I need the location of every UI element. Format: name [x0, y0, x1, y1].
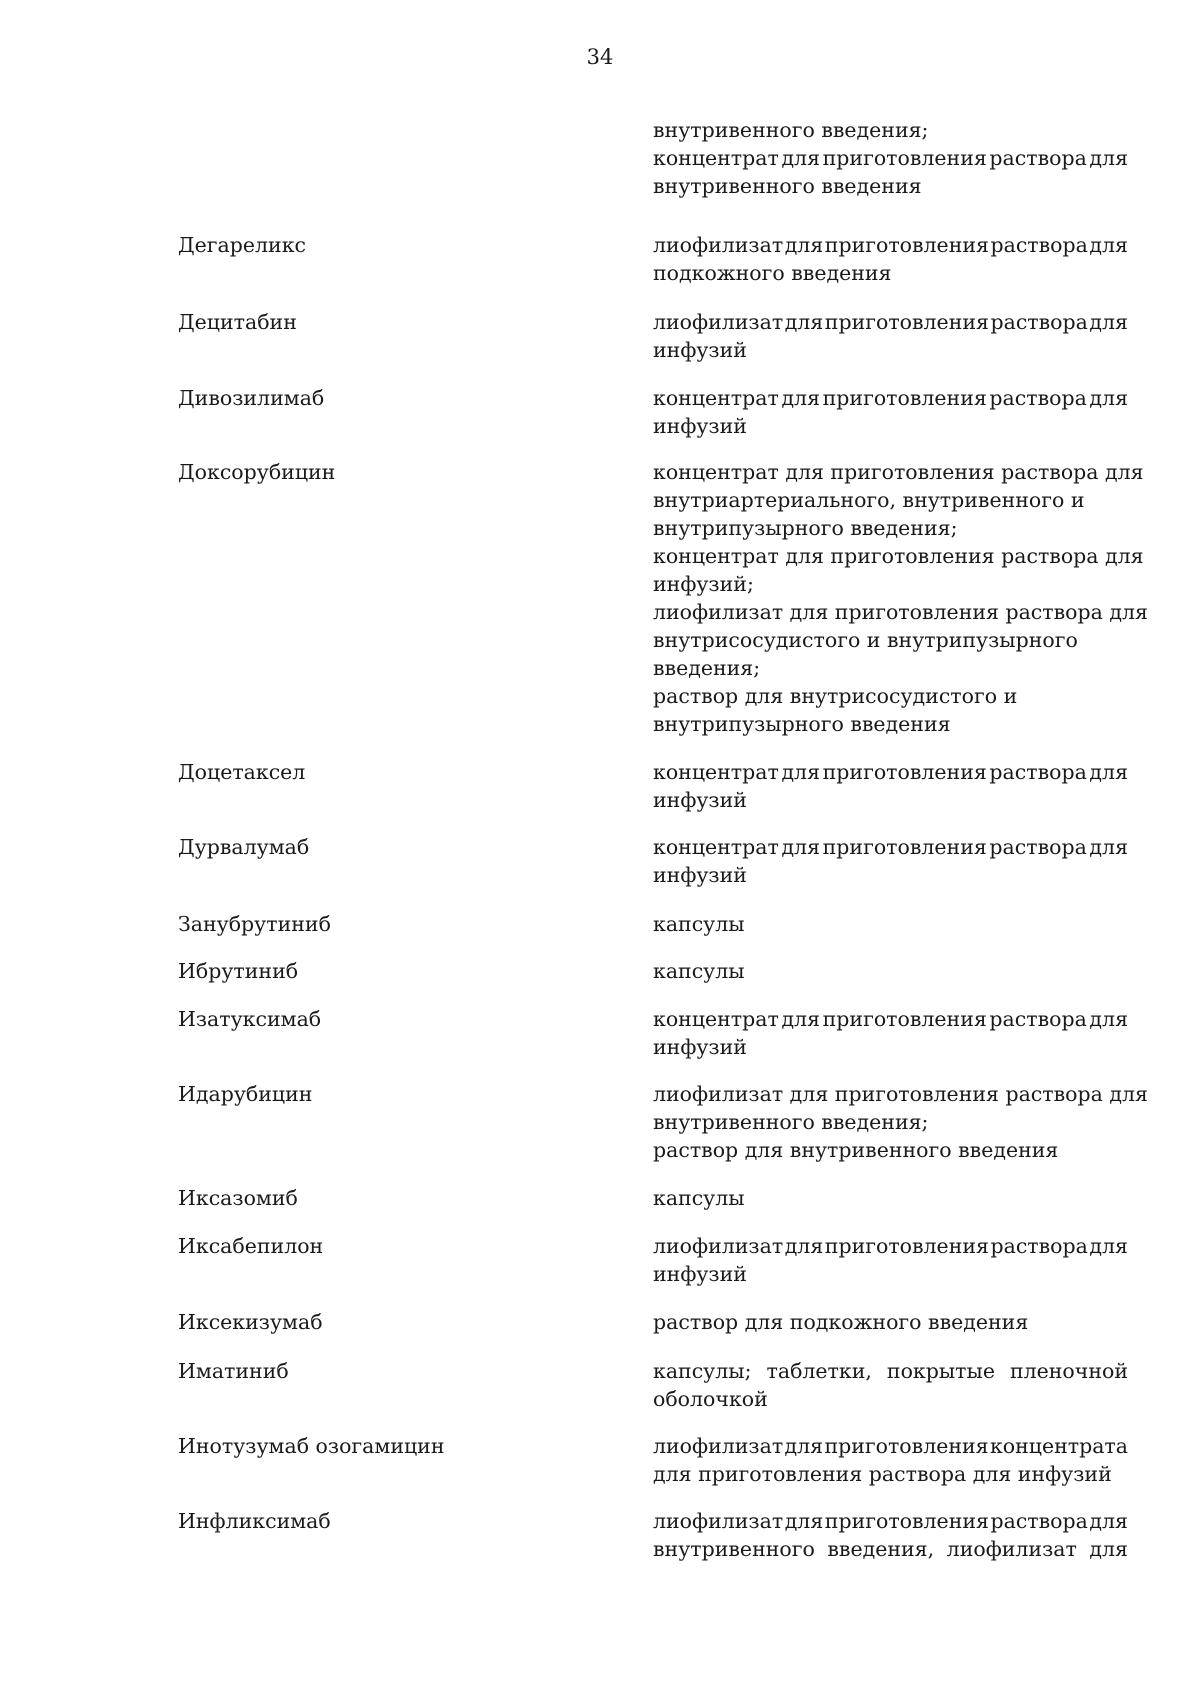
- drug-name: Ибрутиниб: [178, 959, 299, 983]
- dosage-form-line: введения;: [653, 656, 761, 680]
- drug-name: Доксорубицин: [178, 460, 336, 484]
- dosage-form-line: оболочкой: [653, 1387, 768, 1411]
- dosage-form-word: для: [1089, 146, 1128, 170]
- dosage-form-line: [653, 1432, 1128, 1460]
- dosage-form-word: для: [784, 1234, 824, 1258]
- dosage-form-word: раствора: [989, 1007, 1087, 1031]
- dosage-form-line: лиофилизат для приготовления раствора для: [653, 600, 1148, 624]
- dosage-form-word: для: [1089, 310, 1128, 334]
- drug-name: Иматиниб: [178, 1359, 289, 1383]
- dosage-form-line: капсулы: [653, 959, 745, 983]
- drug-name: Иксазомиб: [178, 1186, 298, 1210]
- dosage-form-word: приготовления: [824, 233, 989, 257]
- dosage-form-word: внутривенного: [653, 1537, 815, 1561]
- dosage-form-word: для: [784, 310, 824, 334]
- dosage-form-line: инфузий: [653, 338, 747, 362]
- dosage-form-word: для: [1089, 1234, 1128, 1258]
- dosage-form-word: приготовления: [822, 1007, 987, 1031]
- drug-name: Иксекизумаб: [178, 1310, 323, 1334]
- dosage-form-line: внутривенного введения: [653, 174, 922, 198]
- dosage-form-line: инфузий: [653, 863, 747, 887]
- dosage-form-word: концентрат: [653, 386, 779, 410]
- dosage-form-word: приготовления: [822, 146, 987, 170]
- dosage-form-line: внутривенного введения;: [653, 1110, 929, 1134]
- drug-name: Дегареликс: [178, 233, 306, 257]
- dosage-forms: [653, 458, 1148, 738]
- dosage-form-word: введения,: [827, 1537, 935, 1561]
- dosage-forms: [653, 1184, 1128, 1212]
- dosage-form-word: для: [1089, 835, 1128, 859]
- page-number: 34: [586, 45, 614, 69]
- dosage-form-word: для: [781, 146, 821, 170]
- dosage-form-word: пленочной: [1009, 1359, 1128, 1383]
- dosage-form-line: [653, 1232, 1128, 1260]
- dosage-form-line: подкожного введения: [653, 261, 892, 285]
- dosage-form-line: лиофилизат для приготовления раствора для: [653, 1082, 1148, 1106]
- dosage-form-word: капсулы;: [653, 1359, 752, 1383]
- dosage-form-word: для: [1089, 233, 1128, 257]
- dosage-form-line: внутрипузырного введения;: [653, 516, 958, 540]
- dosage-forms: [653, 384, 1128, 440]
- dosage-form-line: для приготовления раствора для инфузий: [653, 1462, 1112, 1486]
- dosage-form-word: для: [784, 1509, 824, 1533]
- dosage-forms: [653, 910, 1128, 938]
- dosage-form-word: приготовления: [824, 1434, 989, 1458]
- dosage-forms: [653, 308, 1128, 364]
- dosage-forms: [653, 1308, 1128, 1336]
- dosage-form-word: раствора: [990, 1234, 1088, 1258]
- dosage-form-word: раствора: [989, 386, 1087, 410]
- dosage-form-line: [653, 1005, 1128, 1033]
- dosage-form-line: [653, 384, 1128, 412]
- dosage-form-line: инфузий: [653, 788, 747, 812]
- dosage-forms: [653, 231, 1128, 287]
- dosage-form-line: внутривенного введения;: [653, 118, 929, 142]
- dosage-forms: [653, 1432, 1128, 1488]
- dosage-form-word: раствора: [989, 760, 1087, 784]
- dosage-form-line: внутриартериального, внутривенного и: [653, 488, 1085, 512]
- drug-name: Иксабепилон: [178, 1234, 324, 1258]
- dosage-form-line: концентрат для приготовления раствора для: [653, 544, 1144, 568]
- dosage-form-word: приготовления: [822, 835, 987, 859]
- drug-name: Инфликсимаб: [178, 1509, 331, 1533]
- dosage-form-word: для: [1089, 1509, 1128, 1533]
- dosage-forms: [653, 1357, 1128, 1413]
- dosage-form-word: концентрат: [653, 1007, 779, 1031]
- dosage-form-word: для: [1089, 1537, 1128, 1561]
- dosage-form-word: раствора: [990, 233, 1088, 257]
- dosage-form-word: концентрат: [653, 146, 779, 170]
- drug-name: Изатуксимаб: [178, 1007, 322, 1031]
- dosage-form-line: [653, 308, 1128, 336]
- dosage-form-line: [653, 1535, 1128, 1563]
- dosage-form-word: лиофилизат: [653, 310, 784, 334]
- drug-name: Доцетаксел: [178, 760, 306, 784]
- dosage-form-word: для: [781, 386, 821, 410]
- dosage-form-word: лиофилизат: [653, 233, 784, 257]
- drug-name: Дивозилимаб: [178, 386, 325, 410]
- dosage-form-word: для: [1089, 1007, 1128, 1031]
- dosage-form-word: лиофилизат: [653, 1234, 784, 1258]
- dosage-form-line: [653, 144, 1128, 172]
- dosage-form-word: для: [784, 233, 824, 257]
- dosage-form-line: концентрат для приготовления раствора для: [653, 460, 1144, 484]
- drug-name: Занубрутиниб: [178, 912, 331, 936]
- dosage-form-word: раствора: [990, 1509, 1088, 1533]
- dosage-form-word: концентрата: [989, 1434, 1128, 1458]
- dosage-forms: [653, 1080, 1148, 1164]
- dosage-form-word: таблетки,: [766, 1359, 872, 1383]
- dosage-form-line: раствор для внутривенного введения: [653, 1138, 1059, 1162]
- dosage-form-line: раствор для подкожного введения: [653, 1310, 1029, 1334]
- dosage-form-line: [653, 231, 1128, 259]
- dosage-forms: [653, 116, 1128, 200]
- dosage-form-line: [653, 758, 1128, 786]
- dosage-form-line: капсулы: [653, 912, 745, 936]
- dosage-form-line: [653, 833, 1128, 861]
- dosage-forms: [653, 1507, 1128, 1563]
- dosage-form-word: приготовления: [824, 310, 989, 334]
- dosage-form-word: для: [781, 835, 821, 859]
- dosage-form-word: концентрат: [653, 835, 779, 859]
- dosage-form-line: [653, 1507, 1128, 1535]
- dosage-form-word: приготовления: [824, 1509, 989, 1533]
- dosage-form-line: инфузий;: [653, 572, 754, 596]
- dosage-form-line: [653, 1357, 1128, 1385]
- dosage-forms: [653, 1232, 1128, 1288]
- dosage-form-word: для: [781, 1007, 821, 1031]
- dosage-forms: [653, 833, 1128, 889]
- dosage-form-line: инфузий: [653, 1035, 747, 1059]
- dosage-form-word: лиофилизат: [653, 1434, 784, 1458]
- drug-name: Децитабин: [178, 310, 297, 334]
- dosage-form-word: покрытые: [886, 1359, 995, 1383]
- drug-name: Инотузумаб озогамицин: [178, 1434, 445, 1458]
- dosage-form-line: инфузий: [653, 1262, 747, 1286]
- dosage-form-word: раствора: [989, 835, 1087, 859]
- dosage-form-line: инфузий: [653, 414, 747, 438]
- drug-name: Идарубицин: [178, 1082, 313, 1106]
- dosage-form-line: капсулы: [653, 1186, 745, 1210]
- dosage-form-word: приготовления: [822, 760, 987, 784]
- dosage-forms: [653, 957, 1128, 985]
- dosage-form-line: внутрипузырного введения: [653, 712, 951, 736]
- dosage-form-line: внутрисосудистого и внутрипузырного: [653, 628, 1078, 652]
- dosage-form-line: раствор для внутрисосудистого и: [653, 684, 1018, 708]
- dosage-form-word: для: [1089, 386, 1128, 410]
- dosage-form-word: для: [781, 760, 821, 784]
- dosage-form-word: концентрат: [653, 760, 779, 784]
- dosage-form-word: для: [784, 1434, 824, 1458]
- dosage-form-word: лиофилизат: [946, 1537, 1077, 1561]
- drug-name: Дурвалумаб: [178, 835, 310, 859]
- dosage-form-word: приготовления: [824, 1234, 989, 1258]
- dosage-forms: [653, 758, 1128, 814]
- dosage-forms: [653, 1005, 1128, 1061]
- dosage-form-word: приготовления: [822, 386, 987, 410]
- dosage-form-word: раствора: [990, 310, 1088, 334]
- dosage-form-word: для: [1089, 760, 1128, 784]
- dosage-form-word: раствора: [989, 146, 1087, 170]
- dosage-form-word: лиофилизат: [653, 1509, 784, 1533]
